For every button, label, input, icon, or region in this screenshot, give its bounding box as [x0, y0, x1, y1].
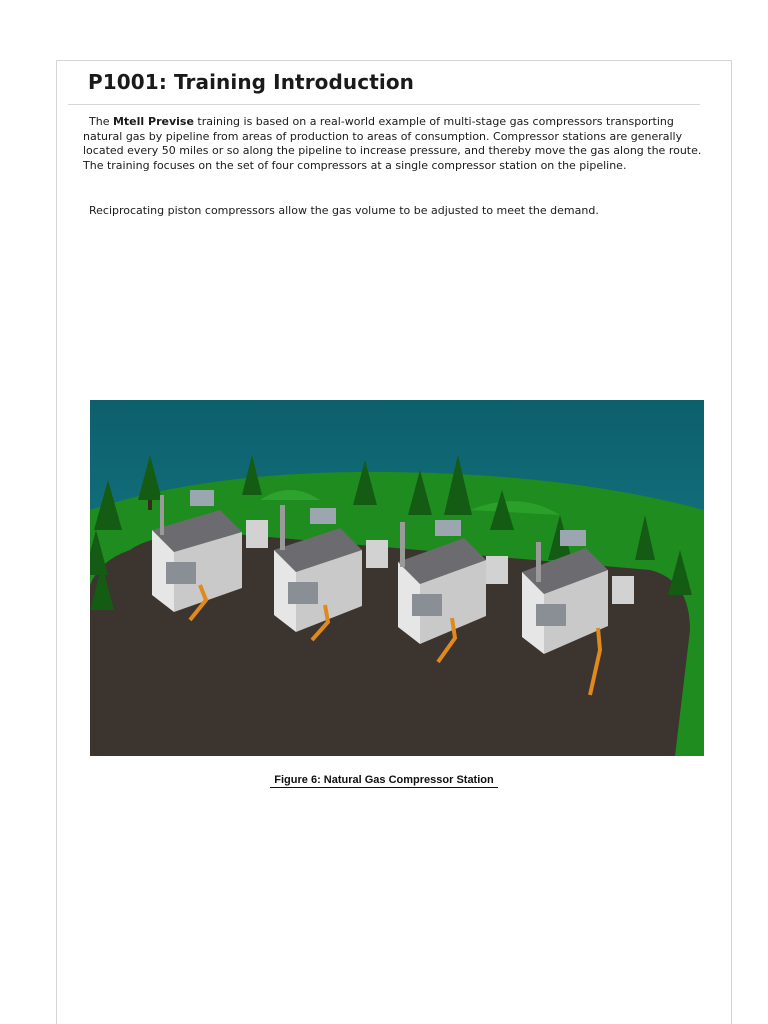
intro-paragraph [83, 115, 703, 173]
product-name: Mtell Previse [112, 115, 194, 128]
page-title: P1001: Training Introduction [88, 70, 415, 94]
intro-rest: training is based on a real-world example of multi-stage gas compressors transporting natural gas by pipeline from areas of production to areas of consumption. Compressor stations are generally located every 50 miles or so along the pipeline to increase pressure, and thereby move the gas along the route. The training focuses on the set of four compressors at a single compressor station on the pipeline. [83, 115, 702, 172]
title-divider [68, 104, 700, 105]
figure-caption: Figure 6: Natural Gas Compressor Station [0, 774, 768, 786]
compressor-station-render [90, 400, 704, 756]
compressor-station-figure [90, 400, 704, 756]
intro-lead: The [89, 115, 113, 128]
compressor-paragraph: Reciprocating piston compressors allow the gas volume to be adjusted to meet the demand. [89, 204, 599, 217]
